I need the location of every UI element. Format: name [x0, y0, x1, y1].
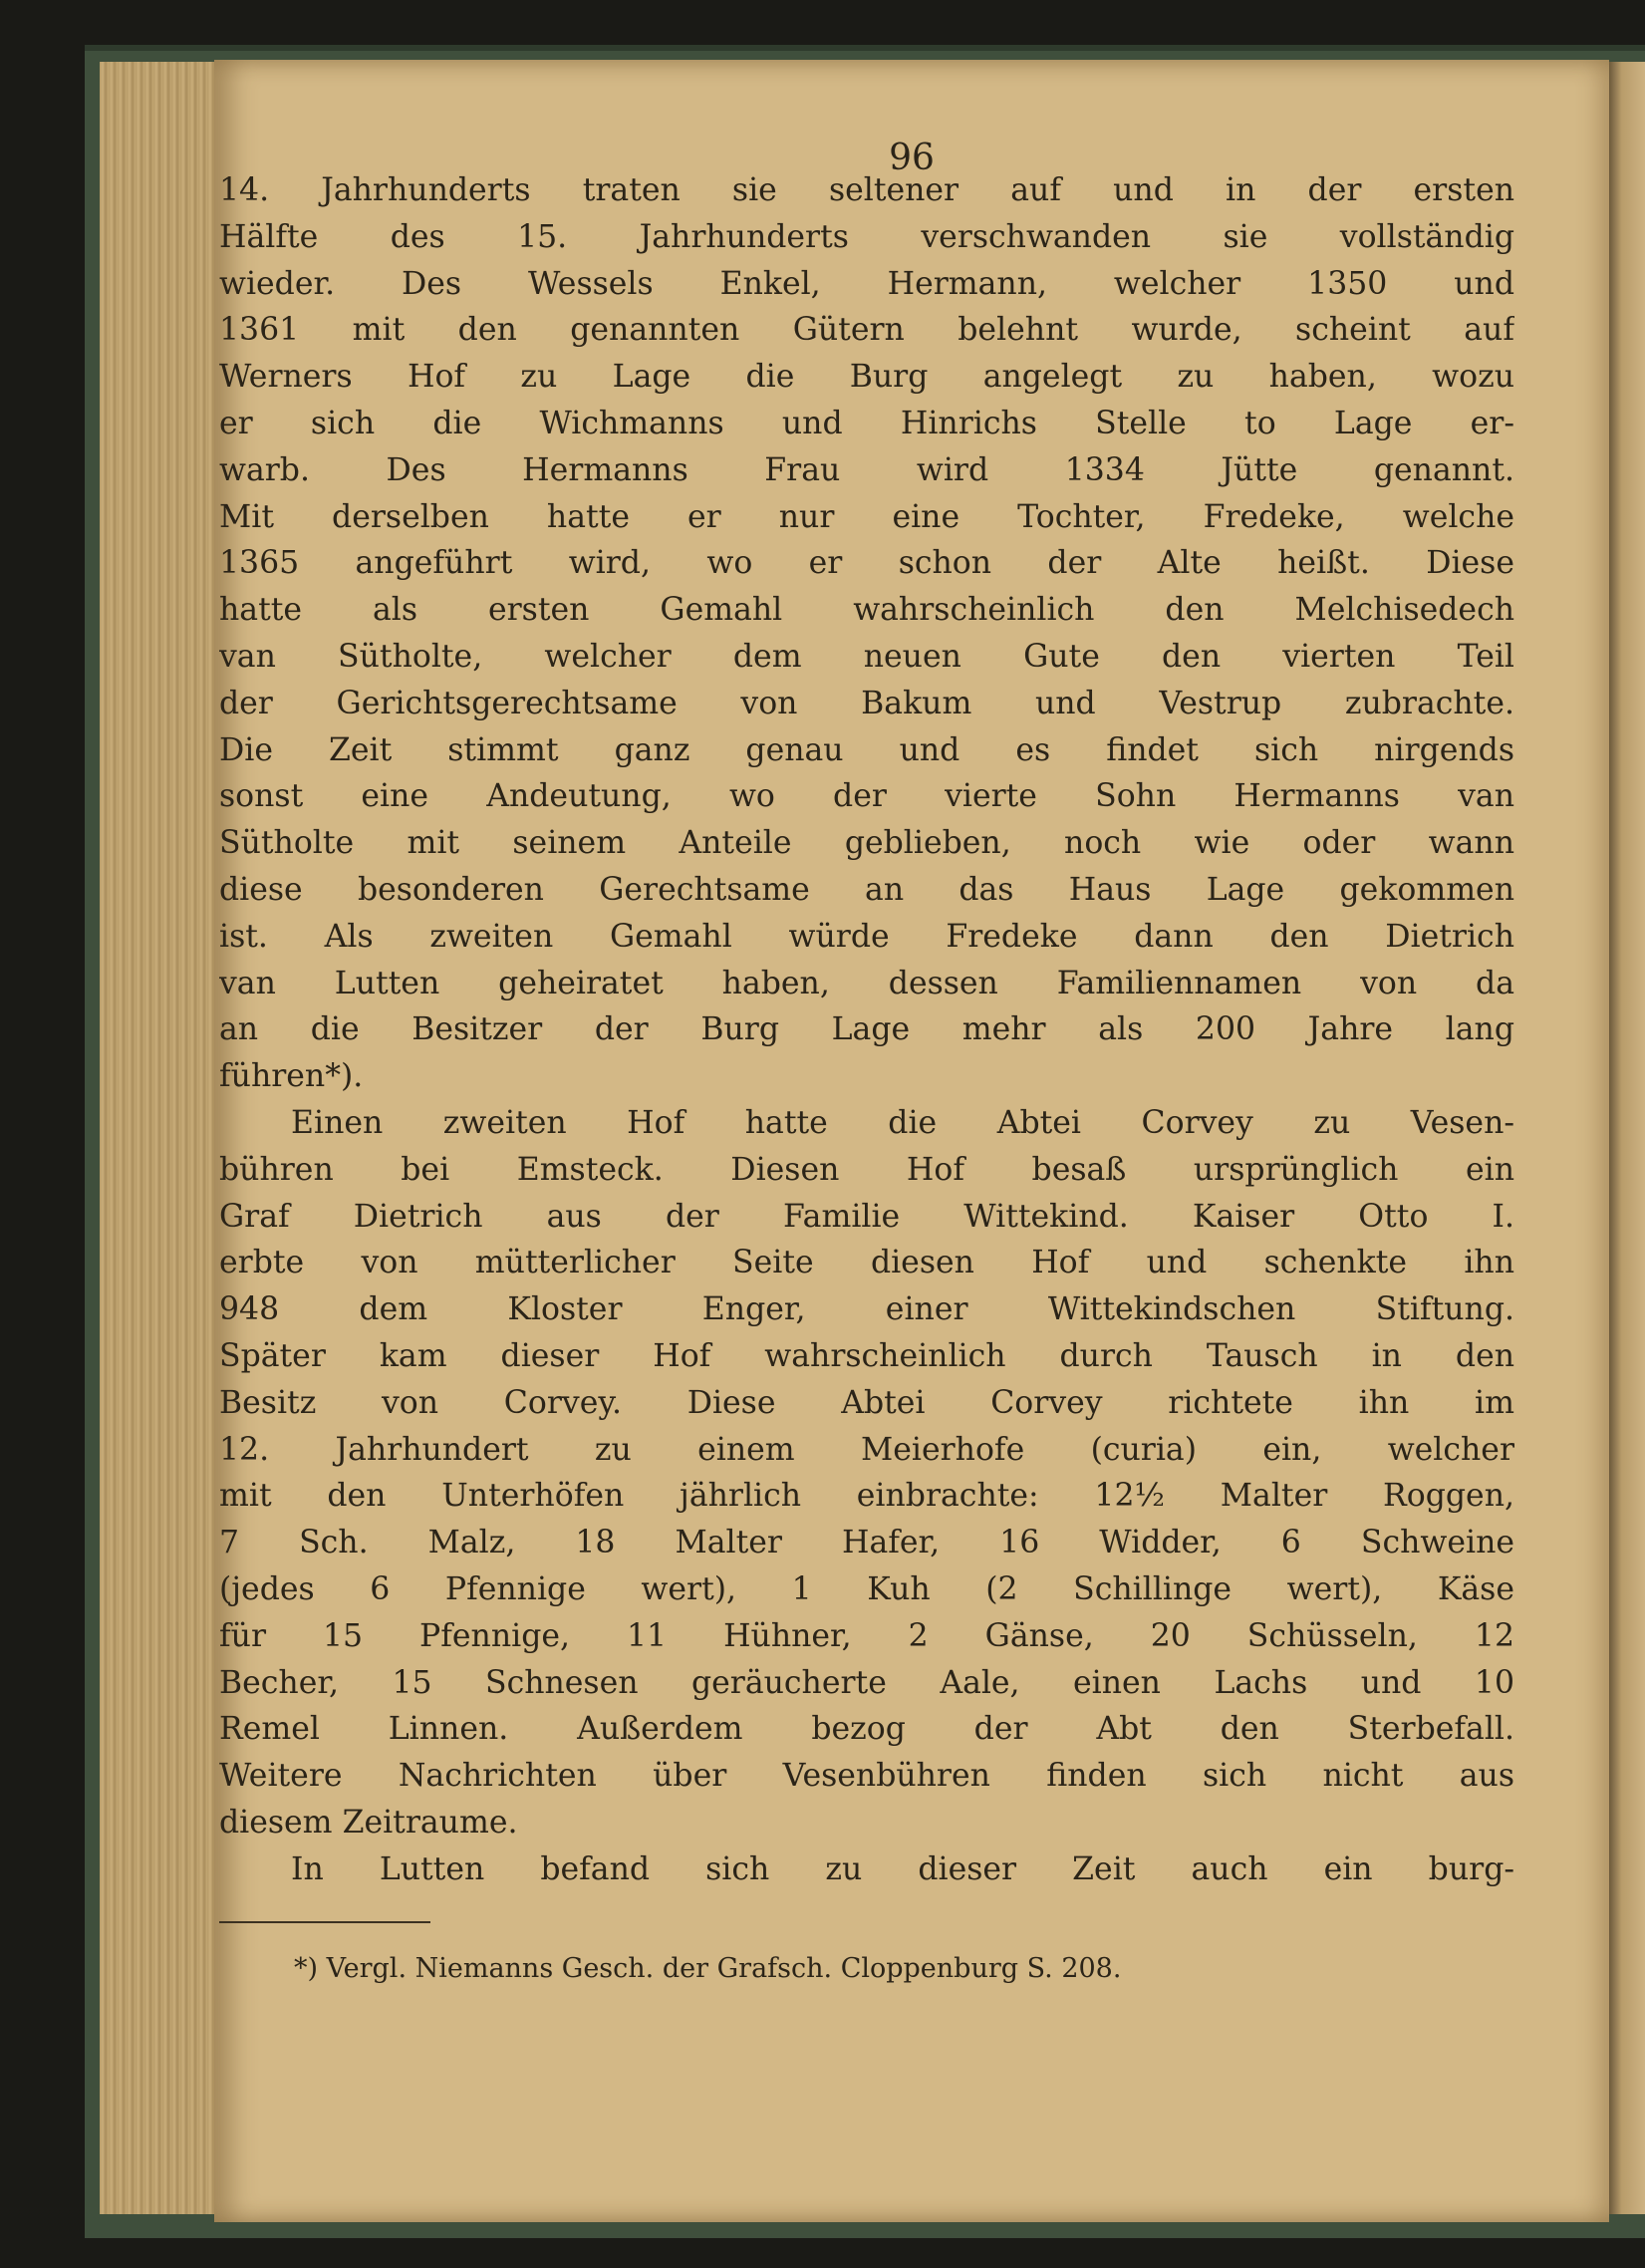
text-line: für 15 Pfennige, 11 Hühner, 2 Gänse, 20 Schüsseln, 12	[219, 1617, 1514, 1654]
text-line: Die Zeit stimmt ganz genau und es findet sich nirgends	[219, 731, 1514, 768]
text-line: bühren bei Emsteck. Diesen Hof besaß ursprünglich ein	[219, 1151, 1514, 1188]
footnote: *) Vergl. Niemanns Gesch. der Grafsch. Cloppenburg S. 208.	[294, 1953, 1122, 1984]
text-line: Weitere Nachrichten über Vesenbühren finden sich nicht aus	[219, 1758, 1514, 1795]
footnote-rule	[219, 1921, 430, 1923]
text-line: Einen zweiten Hof hatte die Abtei Corvey zu Vesen-	[291, 1104, 1514, 1141]
text-line: Besitz von Corvey. Diese Abtei Corvey richtete ihn im	[219, 1384, 1514, 1421]
text-line: der Gerichtsgerechtsame von Bakum und Vestrup zubrachte.	[219, 685, 1514, 721]
text-line: sonst eine Andeutung, wo der vierte Sohn Hermanns van	[219, 778, 1514, 815]
text-line: mit den Unterhöfen jährlich einbrachte: 12½ Malter Roggen,	[219, 1478, 1514, 1515]
text-line: Hälfte des 15. Jahrhunderts verschwanden sie vollständig	[219, 218, 1514, 255]
text-line: 12. Jahrhundert zu einem Meierhofe (curia) ein, welcher	[219, 1431, 1514, 1468]
text-line: 7 Sch. Malz, 18 Malter Hafer, 16 Widder, 6 Schweine	[219, 1525, 1514, 1561]
text-line: an die Besitzer der Burg Lage mehr als 200 Jahre lang	[219, 1011, 1514, 1048]
text-line: Sütholte mit seinem Anteile geblieben, noch wie oder wann	[219, 825, 1514, 862]
text-line: diese besonderen Gerechtsame an das Haus Lage gekommen	[219, 871, 1514, 908]
text-line: diesem Zeitraume.	[219, 1804, 518, 1841]
text-line: wieder. Des Wessels Enkel, Hermann, welcher 1350 und	[219, 265, 1514, 302]
text-line: Becher, 15 Schnesen geräucherte Aale, einen Lachs und 10	[219, 1664, 1514, 1701]
text-line: hatte als ersten Gemahl wahrscheinlich den Melchisedech	[219, 592, 1514, 629]
text-line: Werners Hof zu Lage die Burg angelegt zu haben, wozu	[219, 359, 1514, 396]
text-line: In Lutten befand sich zu dieser Zeit auch ein burg-	[291, 1850, 1514, 1887]
text-line: 14. Jahrhunderts traten sie seltener auf und in der ersten	[219, 172, 1514, 208]
body-text	[219, 167, 1514, 1892]
page-stack-edge	[100, 62, 224, 2214]
text-line: Später kam dieser Hof wahrscheinlich durch Tausch in den	[219, 1337, 1514, 1374]
text-line: erbte von mütterlicher Seite diesen Hof und schenkte ihn	[219, 1245, 1514, 1281]
right-page-edge	[1606, 62, 1645, 2214]
text-line: warb. Des Hermanns Frau wird 1334 Jütte genannt.	[219, 451, 1514, 488]
text-line: führen*).	[219, 1058, 364, 1095]
text-line: 948 dem Kloster Enger, einer Wittekindschen Stiftung.	[219, 1291, 1514, 1328]
text-line: (jedes 6 Pfennige wert), 1 Kuh (2 Schillinge wert), Käse	[219, 1570, 1514, 1607]
text-line: Remel Linnen. Außerdem bezog der Abt den Sterbefall.	[219, 1711, 1514, 1748]
page-number: 96	[889, 138, 935, 178]
text-line: van Lutten geheiratet haben, dessen Familiennamen von da	[219, 965, 1514, 1001]
text-line: van Sütholte, welcher dem neuen Gute den vierten Teil	[219, 638, 1514, 675]
text-line: ist. Als zweiten Gemahl würde Fredeke dann den Dietrich	[219, 918, 1514, 955]
text-line: er sich die Wichmanns und Hinrichs Stelle to Lage er-	[219, 405, 1514, 441]
text-line: 1361 mit den genannten Gütern belehnt wurde, scheint auf	[219, 312, 1514, 349]
text-line: 1365 angeführt wird, wo er schon der Alte heißt. Diese	[219, 545, 1514, 582]
text-line: Graf Dietrich aus der Familie Wittekind. Kaiser Otto I.	[219, 1198, 1514, 1235]
text-line: Mit derselben hatte er nur eine Tochter, Fredeke, welche	[219, 498, 1514, 535]
